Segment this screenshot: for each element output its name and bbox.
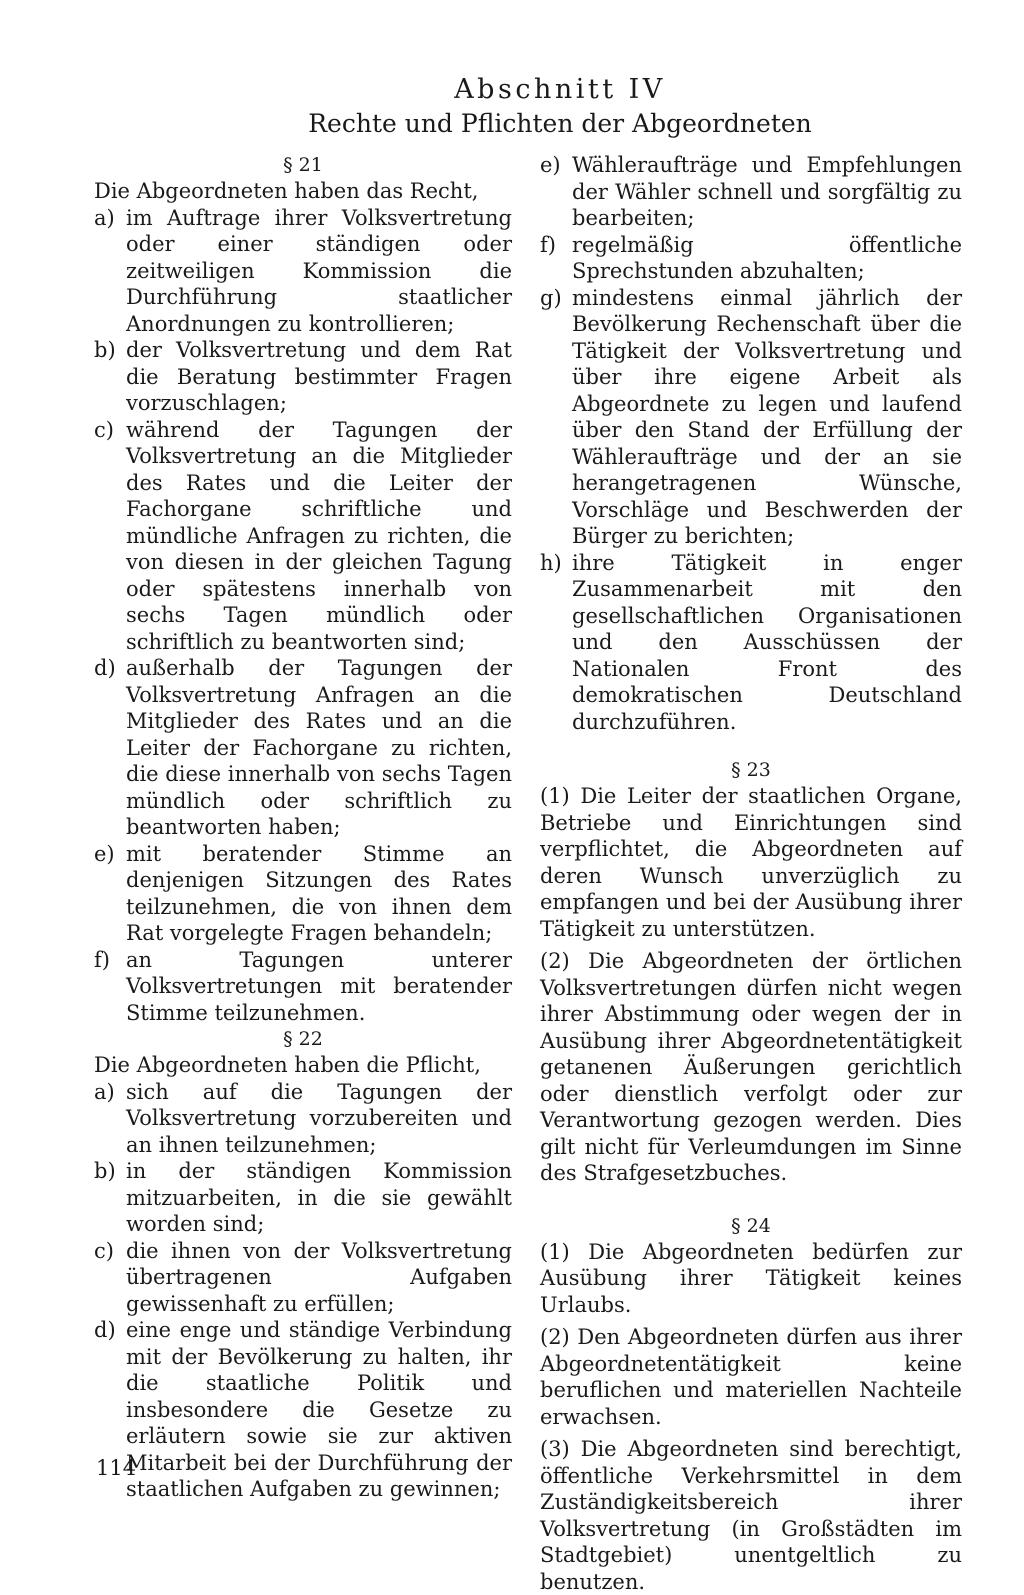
section-title: Rechte und Pflichten der Abgeordneten bbox=[308, 109, 812, 138]
item-label: a) bbox=[94, 205, 115, 230]
item-text: sich auf die Tagungen der Volksvertretung vorzubereiten und an ihnen teilzunehmen; bbox=[126, 1079, 512, 1157]
list-item bbox=[94, 1238, 512, 1318]
item-text: außerhalb der Tagungen der Volksvertretung Anfragen an die Mitglieder des Rates und an die Leiter der Fachorgane zu richten, die diese innerhalb von sechs Tagen mündlich oder schriftlich zu beantworten haben; bbox=[126, 656, 512, 839]
left-column bbox=[94, 152, 512, 1503]
list-item bbox=[94, 205, 512, 338]
item-text: in der ständigen Kommission mitzuarbeiten, in die sie gewählt worden sind; bbox=[126, 1159, 512, 1236]
item-label: c) bbox=[94, 417, 114, 442]
list-item bbox=[94, 1317, 512, 1503]
page-number: 114 bbox=[96, 1456, 137, 1480]
item-text: mit beratender Stimme an denjenigen Sitzungen des Rates teilzunehmen, die von ihnen dem Rat vorgelegte Fragen behandeln; bbox=[126, 841, 512, 945]
list-item bbox=[540, 152, 962, 232]
paragraph-text: (1) Die Leiter der staatlichen Organe, Betriebe und Einrichtungen sind verpflichtet, die Abgeordneten auf deren Wunsch unverzüglich zu empfangen und bei der Ausübung ihrer Tätigkeit zu unterstützen. bbox=[540, 784, 962, 941]
item-label: h) bbox=[540, 550, 562, 575]
paragraph-text: (2) Den Abgeordneten dürfen aus ihrer Abgeordnetentätigkeit keine beruflichen und materiellen Nachteile erwachsen. bbox=[540, 1325, 962, 1429]
paragraph-intro-22: Die Abgeordneten haben die Pflicht, bbox=[94, 1053, 481, 1077]
list-item bbox=[540, 550, 962, 736]
item-label: e) bbox=[540, 153, 561, 177]
paragraph-heading-21: § 21 bbox=[283, 154, 323, 176]
section-heading: Abschnitt IV bbox=[454, 74, 666, 105]
item-label: g) bbox=[540, 285, 562, 310]
paragraph-heading-24: § 24 bbox=[731, 1214, 771, 1237]
paragraph-heading-22: § 22 bbox=[283, 1028, 323, 1050]
list-item bbox=[540, 285, 962, 550]
item-text: an Tagungen unterer Volksvertretungen mit beratender Stimme teilzunehmen. bbox=[126, 947, 512, 1025]
paragraph-heading-23: § 23 bbox=[731, 759, 771, 781]
item-label: f) bbox=[94, 947, 110, 972]
list-item bbox=[94, 1158, 512, 1238]
right-column bbox=[540, 152, 962, 1595]
paragraph-text: (3) Die Abgeordneten sind berechtigt, öffentliche Verkehrsmittel in dem Zuständigkeitsbereich ihrer Volksvertretung (in Großstädten im Stadtgebiet) unentgeltlich zu benutzen. bbox=[540, 1437, 962, 1594]
list-item bbox=[94, 337, 512, 417]
item-text: der Volksvertretung und dem Rat die Beratung bestimmter Fragen vorzuschlagen; bbox=[126, 338, 512, 415]
list-item bbox=[94, 1079, 512, 1159]
item-text: eine enge und ständige Verbindung mit der Bevölkerung zu halten, ihr die staatliche Politik und insbesondere die Gesetze zu erläutern sowie sie zur aktiven Mitarbeit bei der Durchführung der staatlichen Aufgaben zu gewinnen; bbox=[126, 1318, 512, 1501]
item-label: d) bbox=[94, 1318, 116, 1342]
paragraph-intro-21: Die Abgeordneten haben das Recht, bbox=[94, 179, 479, 203]
item-label: a) bbox=[94, 1079, 115, 1104]
item-text: die ihnen von der Volksvertretung übertragenen Aufgaben gewissenhaft zu erfüllen; bbox=[126, 1238, 512, 1316]
item-text: während der Tagungen der Volksvertretung an die Mitglieder des Rates und die Leiter der Fachorgane schriftliche und mündliche Anfragen zu richten, die von diesen in der gleichen Tagung oder spätestens innerhalb von sechs Tagen mündlich oder schriftlich zu beantworten sind; bbox=[126, 417, 512, 654]
list-item bbox=[94, 417, 512, 656]
paragraph-text: (1) Die Abgeordneten bedürfen zur Ausübung ihrer Tätigkeit keines Urlaubs. bbox=[540, 1239, 962, 1317]
list-item bbox=[94, 947, 512, 1027]
list-item bbox=[540, 232, 962, 285]
item-text: mindestens einmal jährlich der Bevölkerung Rechenschaft über die Tätigkeit der Volksvertretung und über ihre eigene Arbeit als Abgeordnete zu legen und laufend über den Stand der Erfüllung der Wähleraufträge und der an sie herangetragenen Wünsche, Vorschläge und Beschwerden der Bürger zu berichten; bbox=[572, 285, 962, 548]
item-label: d) bbox=[94, 656, 116, 680]
item-label: c) bbox=[94, 1238, 114, 1263]
item-text: im Auftrage ihrer Volksvertretung oder einer ständigen oder zeitweiligen Kommission die Durchführung staatlicher Anordnungen zu kontrollieren; bbox=[126, 205, 512, 336]
item-text: regelmäßig öffentliche Sprechstunden abzuhalten; bbox=[572, 232, 962, 283]
paragraph-text: (2) Die Abgeordneten der örtlichen Volksvertretungen dürfen nicht wegen ihrer Abstimmung oder wegen der in Ausübung ihrer Abgeordnetentätigkeit getanenen Äußerungen gerichtlich oder dienstlich verfolgt oder zur Verantwortung gezogen werden. Dies gilt nicht für Verleumdungen im Sinne des Strafgesetzbuches. bbox=[540, 949, 962, 1185]
item-text: ihre Tätigkeit in enger Zusammenarbeit mit den gesellschaftlichen Organisationen und den Ausschüssen der Nationalen Front des demokratischen Deutschland durchzuführen. bbox=[572, 550, 962, 734]
item-label: e) bbox=[94, 841, 115, 866]
item-text: Wähleraufträge und Empfehlungen der Wähler schnell und sorgfältig zu bearbeiten; bbox=[572, 153, 962, 230]
item-label: b) bbox=[94, 338, 116, 362]
list-item bbox=[94, 841, 512, 947]
item-label: f) bbox=[540, 232, 556, 257]
list-item bbox=[94, 655, 512, 841]
item-label: b) bbox=[94, 1159, 116, 1183]
